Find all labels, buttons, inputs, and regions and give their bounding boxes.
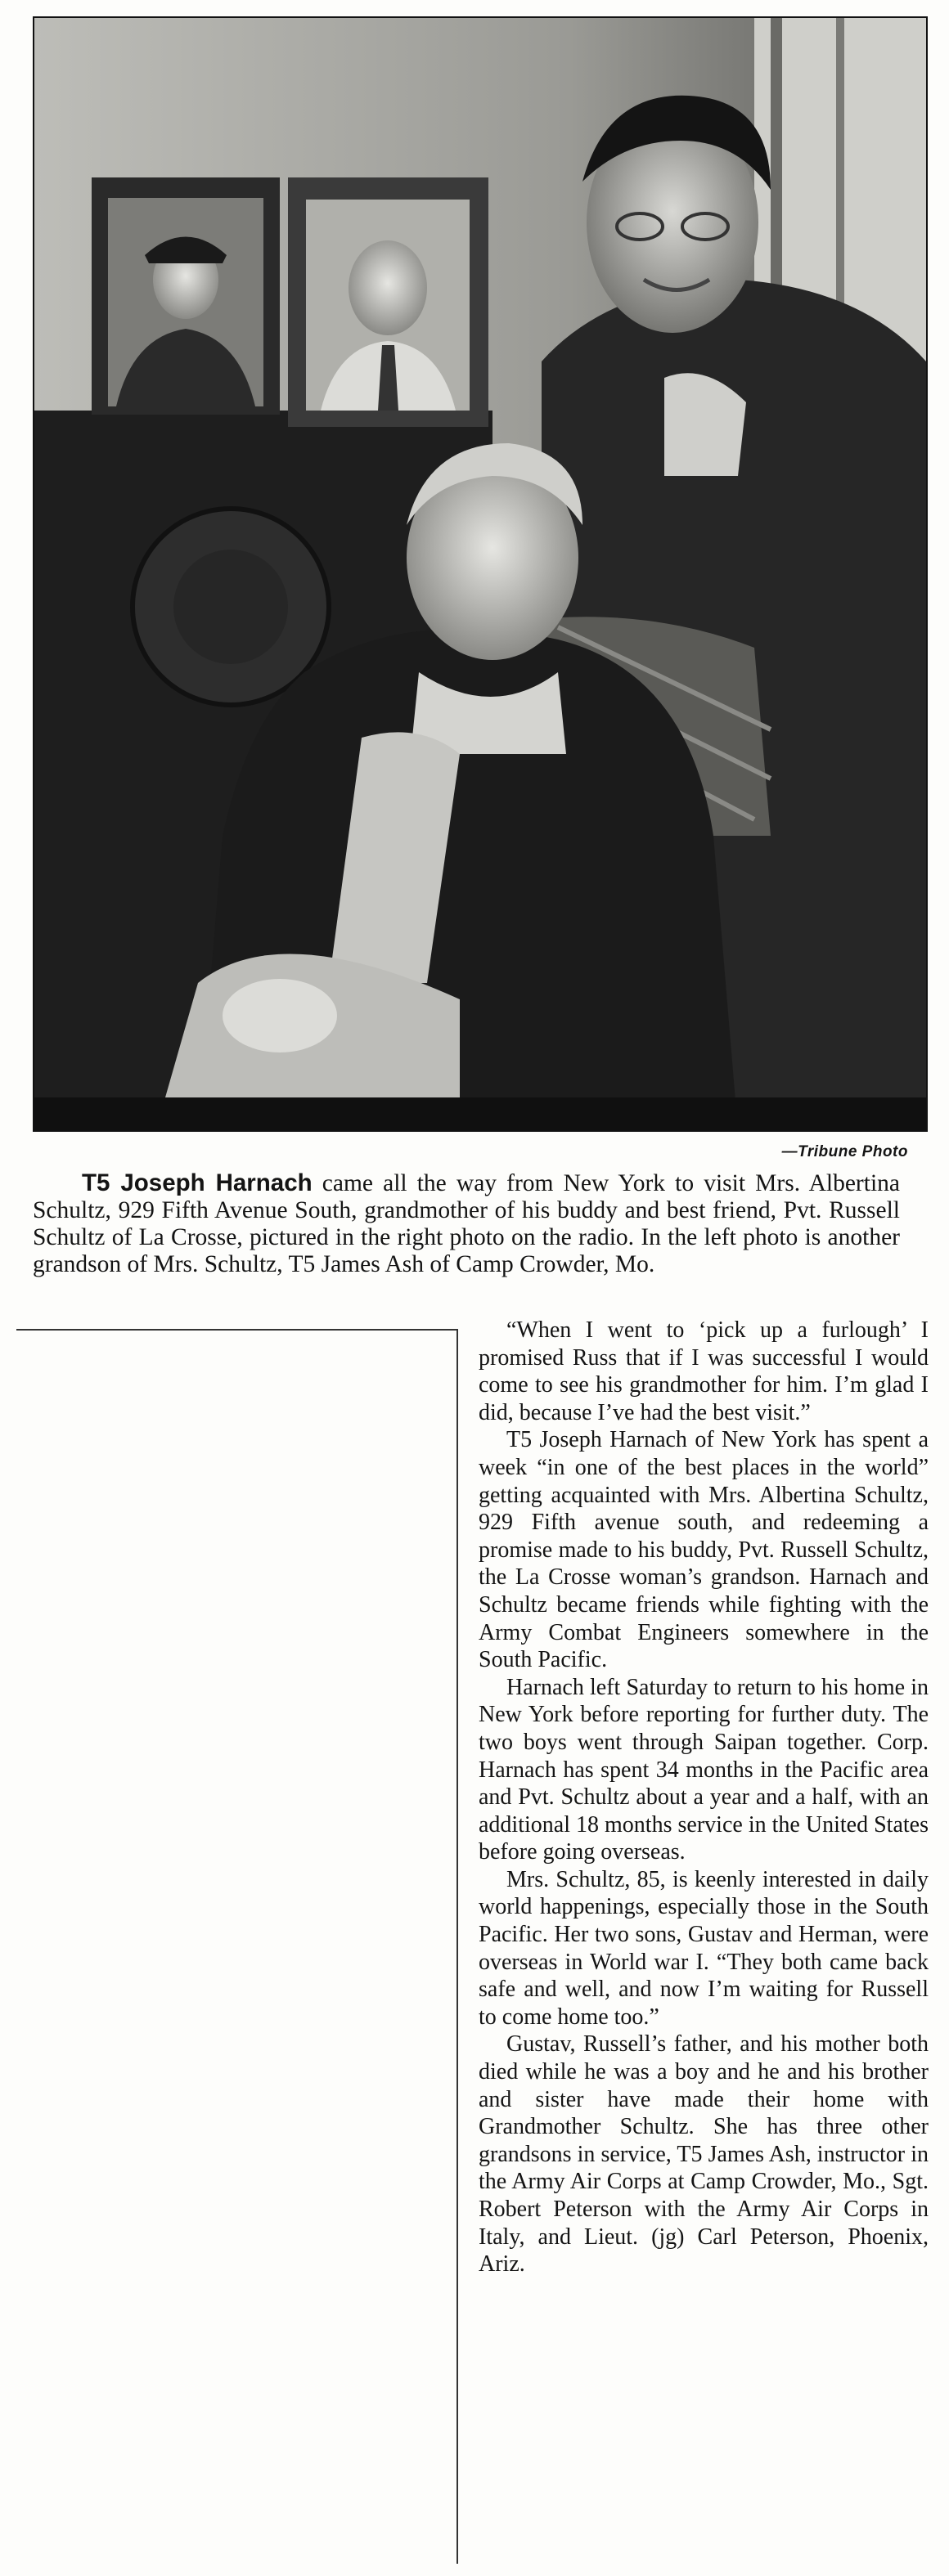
news-photo [33, 16, 928, 1132]
caption-lead-name: T5 Joseph Harnach [82, 1169, 313, 1196]
caption-text: came all the way from New York to visit Mrs. Albertina Schultz, 929 Fifth Avenue South, grandmother of his buddy and best friend, Pvt. Russell Schultz of La Crosse, pictured in the right photo on the radio. In the left photo is another grandson of Mrs. Schultz, T5 James Ash of Camp Crowder, Mo. [33, 1170, 900, 1277]
article-paragraph: “When I went to ‘pick up a furlough’ I promised Russ that if I was successful I would come to see his grandmother for him. I’m glad I did, because I’ve had the best visit.” [479, 1317, 929, 1425]
photo-caption [33, 1169, 900, 1278]
article-paragraph: T5 Joseph Harnach of New York has spent a week “in one of the best places in the world” getting acquainted with Mrs. Albertina Schultz, 929 Fifth avenue south, and redeeming a promise made to his buddy, Pvt. Russell Schultz, the La Crosse woman’s grandson. Harnach and Schultz became friends while fighting with the Army Combat Engineers somewhere in the South Pacific. [479, 1427, 929, 1673]
article-paragraph: Mrs. Schultz, 85, is keenly interested in daily world happenings, especially those in the South Pacific. Her two sons, Gustav and Herman, were overseas in World war I. “They both came back safe and well, and now I’m waiting for Russell to come home too.” [479, 1866, 929, 2030]
photo-credit: —Tribune Photo [781, 1143, 908, 1160]
article-body [479, 1317, 929, 2278]
caption-divider [16, 1329, 458, 1331]
column-rule [457, 1329, 458, 2564]
article-paragraph: Harnach left Saturday to return to his home in New York before reporting for further duty. The two boys went through Saipan together. Corp. Harnach has spent 34 months in the Pacific area and Pvt. Schultz about a year and a half, with an additional 18 months service in the United States before going overseas. [479, 1674, 929, 1865]
photo-illustration [34, 18, 926, 1130]
article-paragraph: Gustav, Russell’s father, and his mother both died while he was a boy and he and his brother and sister have made their home with Grandmother Schultz. She has three other grandsons in service, T5 James Ash, instructor in the Army Air Corps at Camp Crowder, Mo., Sgt. Robert Peterson with the Army Air Corps in Italy, and Lieut. (jg) Carl Peterson, Phoenix, Ariz. [479, 2031, 929, 2278]
